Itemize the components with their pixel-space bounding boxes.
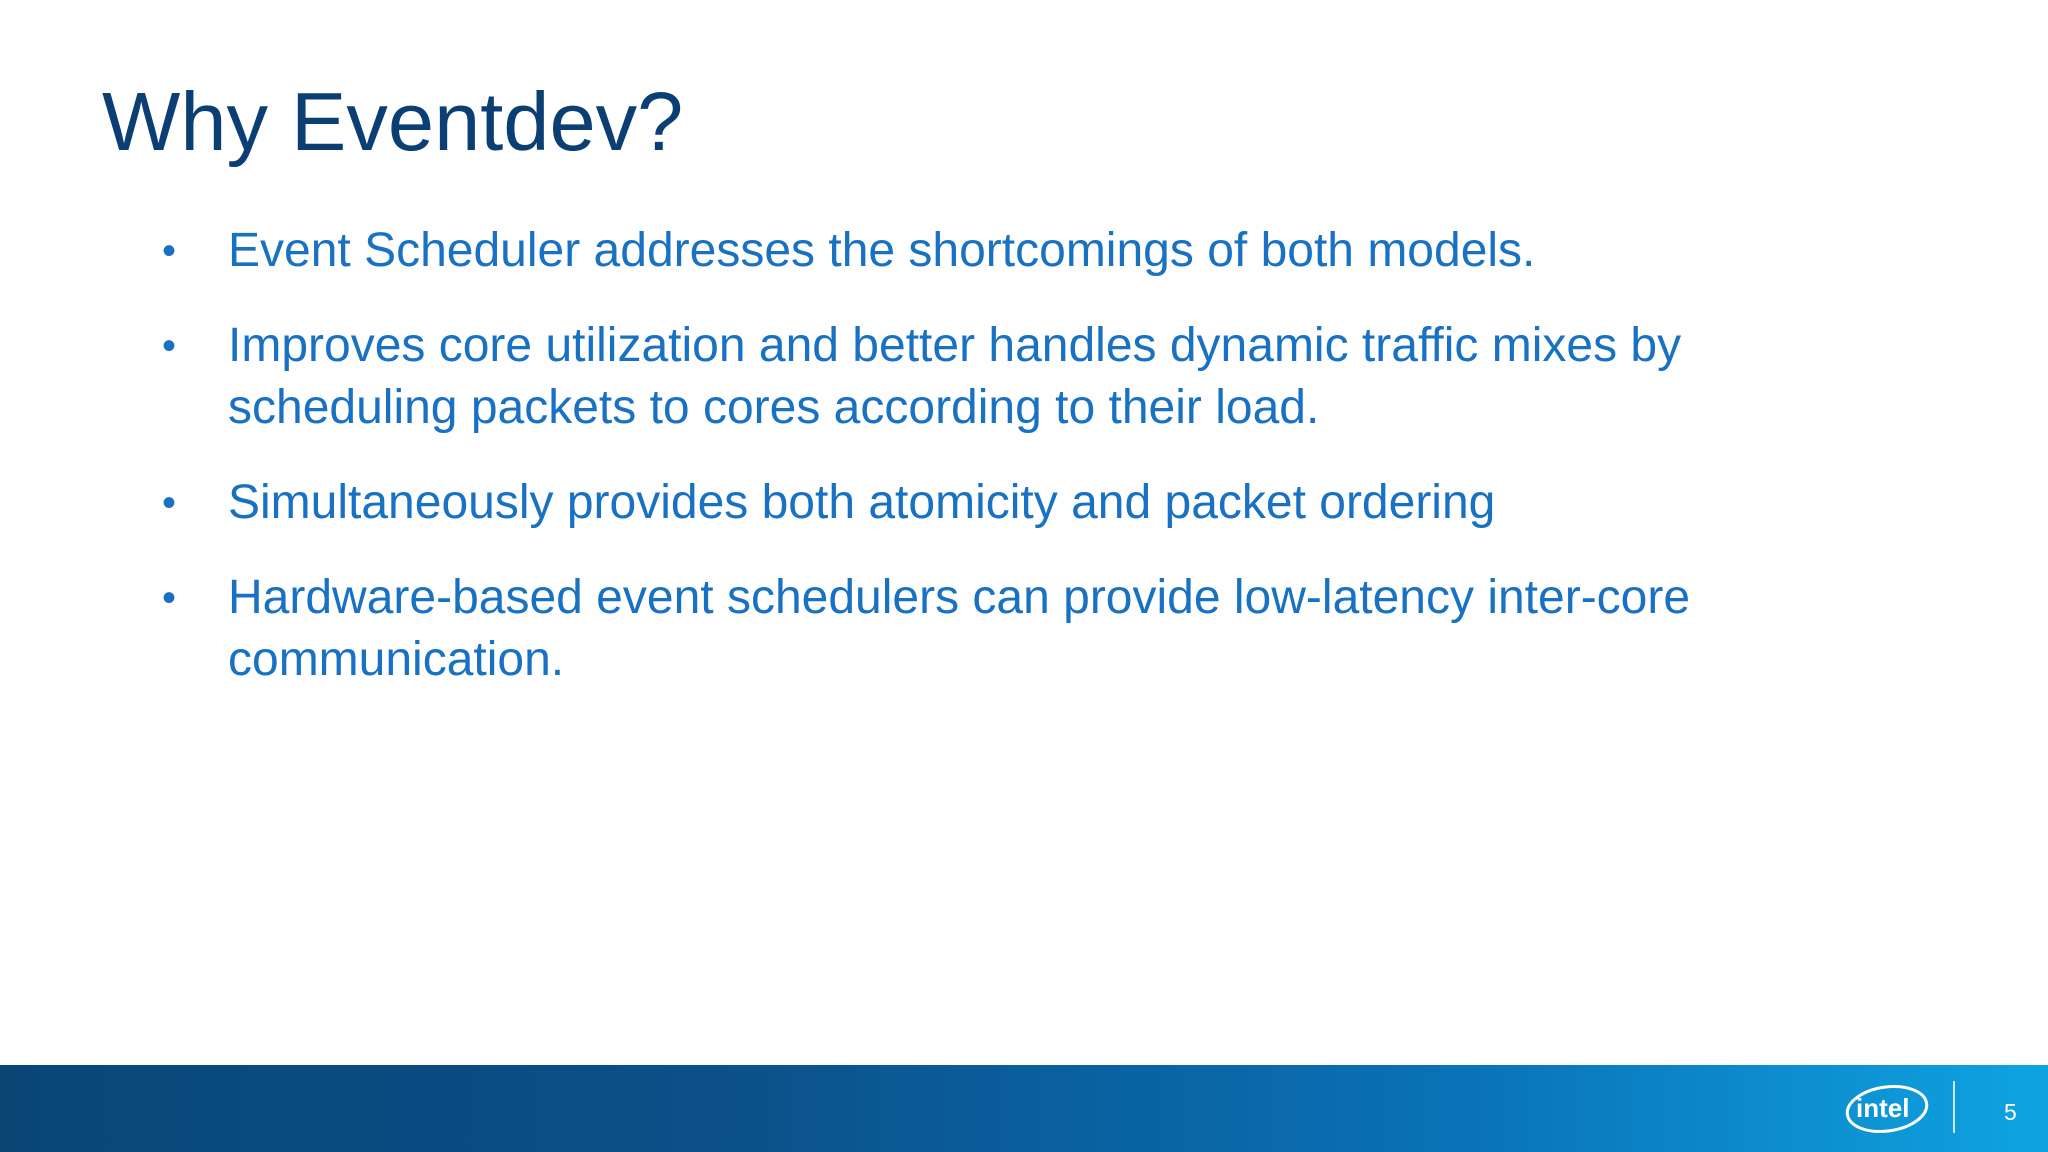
- intel-logo-text: intel: [1856, 1093, 1910, 1123]
- bullet-dot-icon: •: [162, 324, 177, 368]
- intel-logo-icon: [1844, 1081, 1930, 1136]
- bullet-list: [160, 220, 1760, 724]
- bullet-item: [160, 567, 1760, 691]
- page-number: 5: [2004, 1099, 2017, 1125]
- bullet-item: [160, 220, 1760, 282]
- bullet-item: [160, 315, 1888, 439]
- bullet-text: Event Scheduler addresses the shortcomings of both models.: [228, 224, 1536, 277]
- slide-title: Why Eventdev?: [102, 75, 684, 168]
- bullet-item: [160, 472, 1760, 534]
- footer-bar: [0, 1065, 2048, 1152]
- bullet-dot-icon: •: [162, 481, 177, 525]
- bullet-text: Improves core utilization and better handles dynamic traffic mixes by scheduling packets to cores according to their load.: [228, 319, 1682, 434]
- bullet-text: Simultaneously provides both atomicity and packet ordering: [228, 476, 1496, 529]
- bullet-dot-icon: •: [162, 229, 177, 273]
- bullet-dot-icon: •: [162, 576, 177, 620]
- footer-divider: [1953, 1081, 1955, 1133]
- bullet-text: Hardware-based event schedulers can provide low-latency inter-core communication.: [228, 571, 1691, 686]
